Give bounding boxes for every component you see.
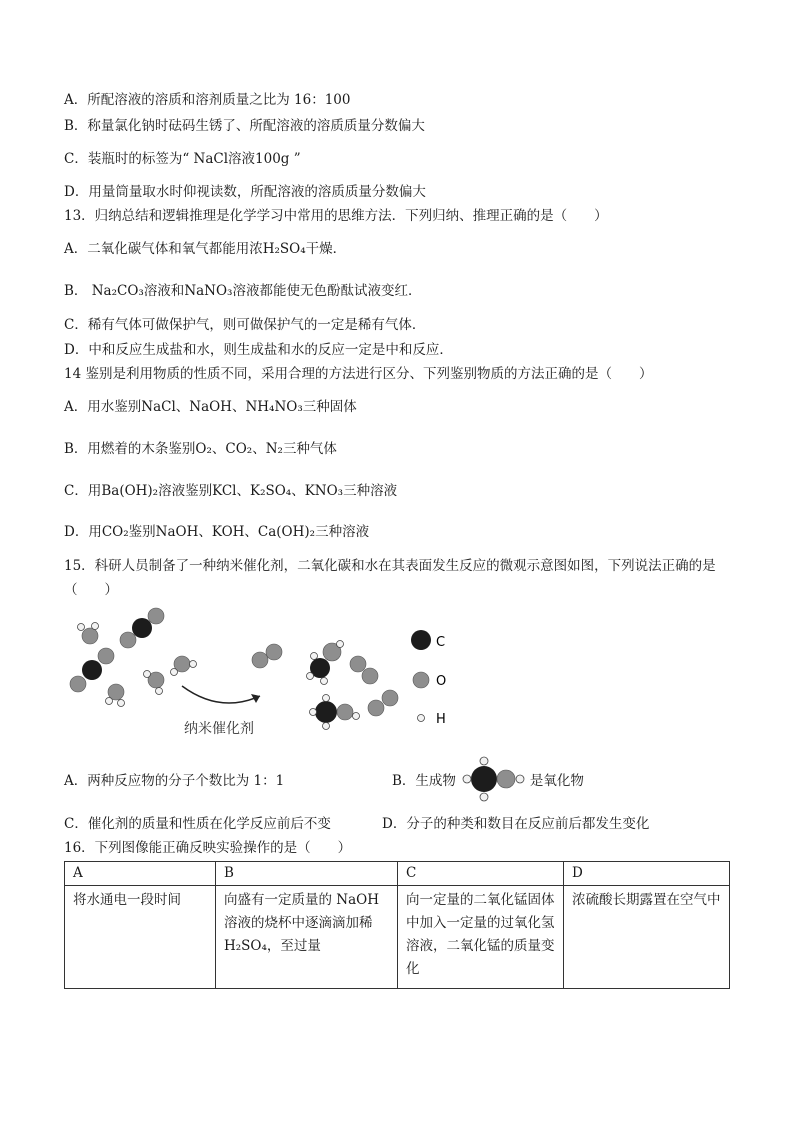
header-cell-a: A: [65, 862, 216, 886]
q14-b-text-end: 三种气体: [282, 441, 337, 457]
q14-option-c: [64, 482, 397, 500]
o2-molecule: [368, 690, 398, 716]
q14-d-text: D．用: [64, 524, 102, 540]
q15-option-a: A．两种反应物的分子个数比为 1：1: [64, 773, 285, 789]
q13-b-formula-1: Na₂CO₃: [91, 283, 144, 299]
legend-hydrogen-dot: [418, 715, 425, 722]
o2-molecule: [252, 644, 282, 668]
co2-molecule: [120, 608, 164, 648]
q14-d-items: NaOH、KOH、Ca(OH)₂: [155, 524, 316, 540]
legend-hydrogen-label: H: [436, 712, 446, 727]
q14-d-text-end: 三种溶液: [315, 524, 370, 540]
q13-b-text: 溶液和: [143, 283, 185, 299]
q12-option-a: A．所配溶液的溶质和溶剂质量之比为 16：100: [64, 92, 351, 108]
table-row: [65, 886, 730, 989]
q13-b-text-end: 溶液都能使无色酚酞试液变红．: [232, 283, 422, 299]
reaction-diagram: [60, 606, 480, 746]
q15-option-c: C．催化剂的质量和性质在化学反应前后不变: [64, 816, 331, 832]
q14-a-text: A．用水鉴别: [64, 399, 142, 415]
q14-a-text-end: 三种固体: [302, 399, 357, 415]
legend-carbon-dot: [411, 630, 431, 650]
q13-a-text: A．二氧化碳气体和氧气都能用浓: [64, 241, 263, 257]
q13-option-b: [64, 282, 421, 300]
q14-c-text-mid: 溶液鉴别: [158, 483, 213, 499]
cell-c: 向一定量的二氧化锰固体中加入一定量的过氧化氢溶液，二氧化锰的质量变化: [398, 886, 564, 989]
q14-c-text-end: 三种溶液: [343, 483, 398, 499]
q12-option-c: C．装瓶时的标签为“ NaCl溶液100g ”: [64, 151, 301, 167]
q14-d-reagent: CO₂: [101, 524, 129, 540]
q14-option-b: [64, 440, 337, 458]
ch4-molecule: [307, 641, 344, 685]
q14-c-text: C．用: [64, 483, 102, 499]
q15-stem-paren: （ ）: [64, 582, 118, 598]
legend-oxygen-dot: [413, 672, 429, 688]
cell-b: 向盛有一定质量的 NaOH 溶液的烧杯中逐滴滴加稀 H₂SO₄，至过量: [216, 886, 398, 989]
legend-oxygen-label: O: [436, 674, 447, 689]
q13-option-c: C．稀有气体可做保护气，则可做保护气的一定是稀有气体．: [64, 317, 426, 333]
q15-b-text: B．生成物: [392, 773, 456, 789]
q15-option-d: D．分子的种类和数目在反应前后都发生变化: [382, 816, 650, 832]
h2o-molecule: [171, 656, 197, 676]
q14-b-items: O₂、CO₂、N₂: [195, 441, 283, 457]
q13-option-d: D．中和反应生成盐和水，则生成盐和水的反应一定是中和反应．: [64, 342, 453, 358]
q14-option-a: [64, 398, 357, 416]
o2-molecule: [350, 656, 378, 684]
cell-d: 浓硫酸长期露置在空气中: [564, 886, 730, 989]
product-molecule-icon: [456, 754, 536, 804]
h2o-molecule: [106, 684, 125, 707]
reaction-arrow: [182, 686, 260, 703]
q16-options-table: [64, 861, 730, 989]
q13-b-formula-2: NaNO₃: [184, 283, 233, 299]
q14-c-reagent: Ba(OH)₂: [101, 483, 159, 499]
q15-b-text-end: 是氧化物: [529, 773, 584, 789]
ch4o-molecule: [310, 695, 360, 730]
co2-molecule: [70, 648, 114, 692]
q12-option-b: B．称量氯化钠时砝码生锈了、所配溶液的溶质质量分数偏大: [64, 118, 425, 134]
q14-stem: 14 鉴别是利用物质的性质不同，采用合理的方法进行区分、下列鉴别物质的方法正确的是（ ）: [64, 366, 653, 382]
q13-a-formula: H₂SO₄: [262, 241, 306, 257]
catalyst-label: 纳米催化剂: [184, 721, 254, 737]
q13-stem: 13．归纳总结和逻辑推理是化学学习中常用的思维方法．下列归纳、推理正确的是（ ）: [64, 208, 608, 224]
legend-carbon-label: C: [436, 635, 446, 650]
q14-a-items: NaCl、NaOH、NH₄NO₃: [141, 399, 303, 415]
header-cell-c: C: [398, 862, 564, 886]
legend: [411, 630, 446, 727]
q13-a-text-end: 干燥．: [305, 241, 347, 257]
h2o-molecule: [78, 623, 99, 645]
q16-stem: 16．下列图像能正确反映实验操作的是（ ）: [64, 840, 352, 856]
header-cell-b: B: [216, 862, 398, 886]
q12-option-d: D．用量筒量取水时仰视读数，所配溶液的溶质质量分数偏大: [64, 184, 426, 200]
q14-d-text-mid: 鉴别: [128, 524, 156, 540]
q14-option-d: [64, 523, 369, 541]
q13-option-a: [64, 240, 346, 258]
cell-a: 将水通电一段时间: [65, 886, 216, 989]
q14-b-text: B．用燃着的木条鉴别: [64, 441, 196, 457]
table-header-row: [65, 862, 730, 886]
q14-c-items: KCl、K₂SO₄、KNO₃: [212, 483, 344, 499]
q13-b-label: B．: [64, 283, 88, 299]
header-cell-d: D: [564, 862, 730, 886]
q15-stem: 15．科研人员制备了一种纳米催化剂，二氧化碳和水在其表面发生反应的微观示意图如图，下列说法正确的是: [64, 558, 716, 574]
h2o-molecule: [144, 671, 165, 695]
